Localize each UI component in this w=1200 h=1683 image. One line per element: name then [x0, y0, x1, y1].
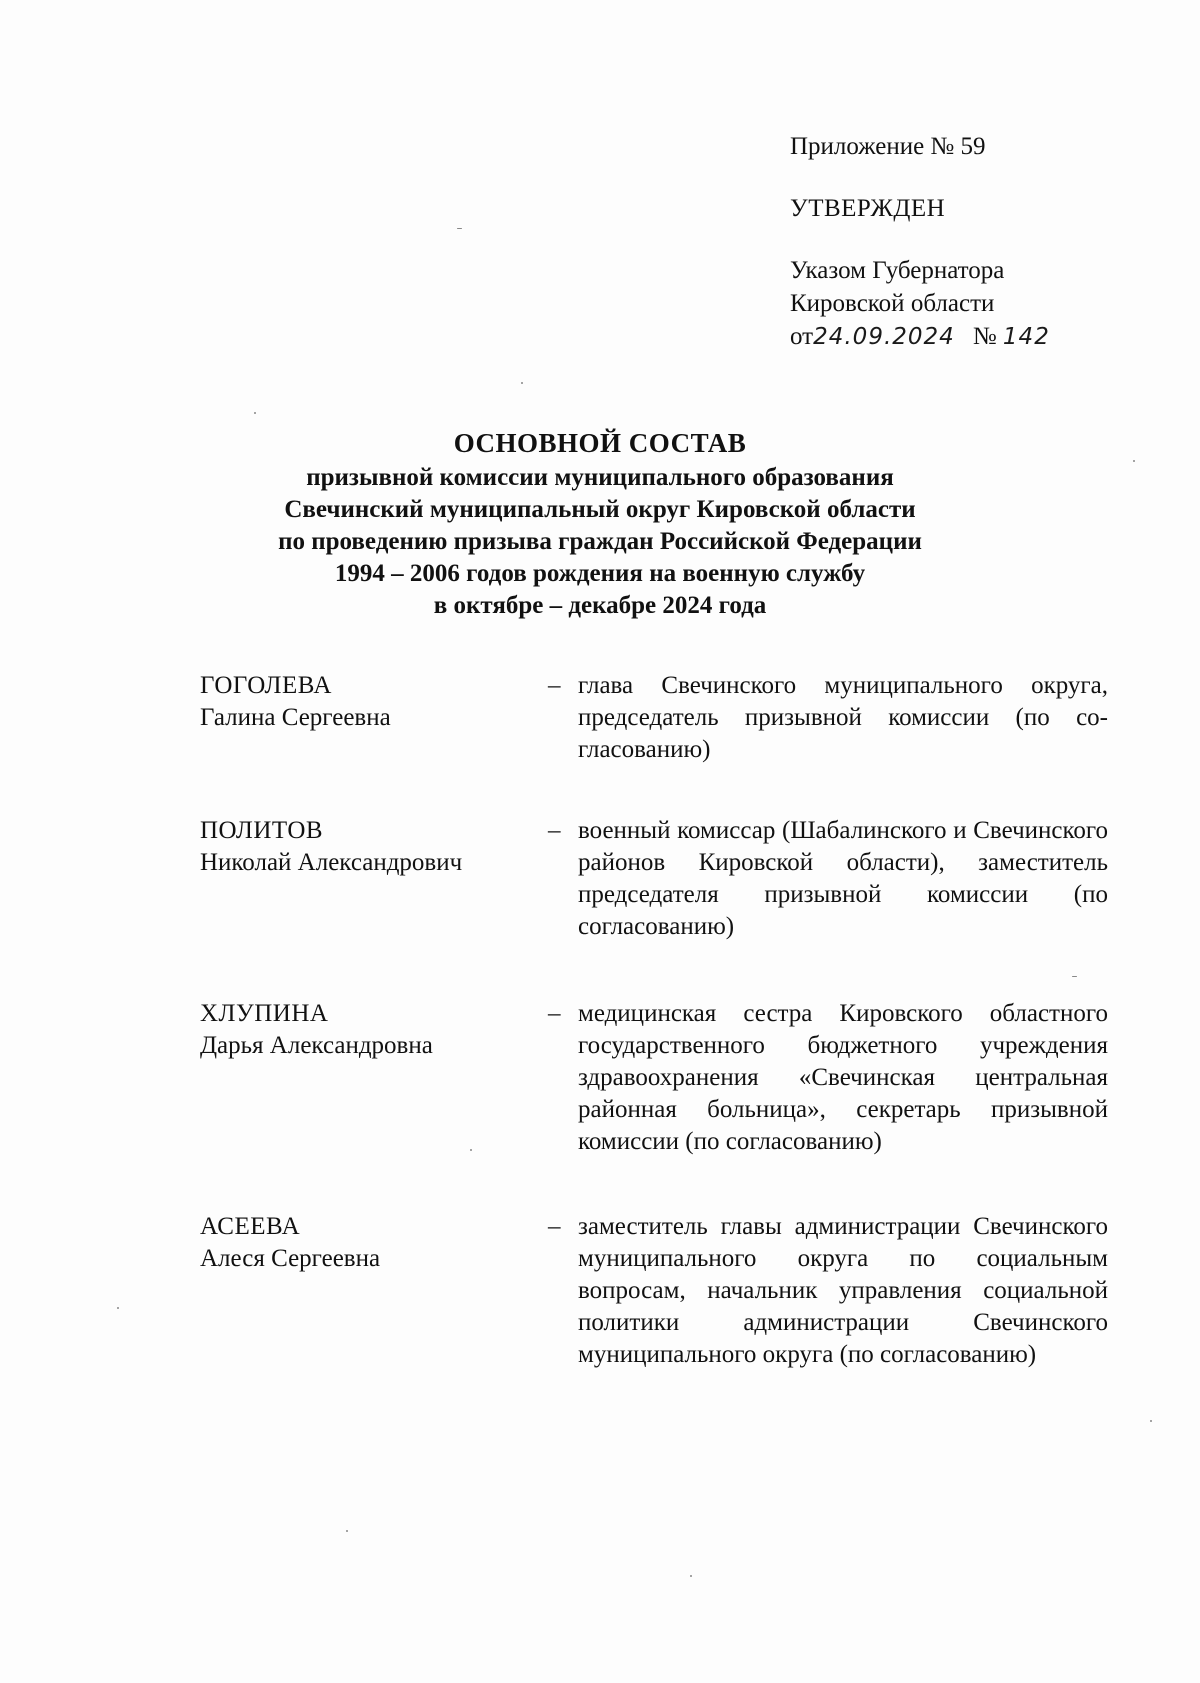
decree-date-line [790, 320, 1150, 354]
title-line: призывной комиссии муниципального образования [306, 464, 894, 491]
member-name [200, 670, 540, 734]
scan-speck [1133, 460, 1135, 462]
approval-block [790, 130, 1150, 354]
title-line: 1994 – 2006 годов рождения на военную службу [334, 560, 866, 587]
date-prefix: от [790, 323, 814, 350]
member-dash: – [548, 817, 561, 844]
member-given-names: Галина Сергеевна [200, 704, 391, 731]
approved-by-line-2: Кировской области [790, 290, 995, 317]
approved-label: УТВЕРЖДЕН [790, 195, 946, 222]
decree-date: 24.09.2024 [813, 324, 955, 350]
title-line: по проведению призыва граждан Российской Федерации [278, 528, 922, 555]
title-main: ОСНОВНОЙ СОСТАВ [453, 428, 747, 458]
scan-speck [1072, 976, 1077, 977]
scan-speck [1150, 1420, 1152, 1422]
scan-speck [117, 1307, 119, 1309]
member-name [200, 815, 540, 879]
title-line: в октябре – декабре 2024 года [433, 592, 767, 619]
member-surname: ГОГОЛЕВА [200, 672, 332, 699]
scan-speck [254, 412, 256, 414]
scan-speck [346, 1530, 348, 1532]
appendix-label: Приложение № 59 [790, 133, 986, 160]
member-dash: – [548, 1000, 561, 1027]
member-dash: – [548, 1213, 561, 1240]
member-name [200, 1211, 540, 1275]
scan-speck [690, 1575, 692, 1577]
member-dash: – [548, 672, 561, 699]
approved-by-line-1: Указом Губернатора [790, 257, 1005, 284]
title-line: Свечинский муниципальный округ Кировской области [284, 496, 916, 523]
member-role: медицинская сестра Кировского областного государственного бюджетного учреждения здравоохранения «Свечинская центральная районная больница», секретарь призывной комиссии (по согласованию) [578, 1000, 1108, 1155]
member-surname: ПОЛИТОВ [200, 817, 324, 844]
member-surname: АСЕЕВА [200, 1213, 301, 1240]
member-given-names: Дарья Александровна [200, 1032, 433, 1059]
member-given-names: Николай Александрович [200, 849, 463, 876]
member-role: военный комиссар (Шабалинского и Свечинского районов Кировской области), заместитель председателя призывной комиссии (по согласованию) [578, 817, 1108, 940]
number-sign: № [972, 323, 997, 350]
decree-number: 142 [1002, 324, 1050, 350]
scan-speck [457, 228, 462, 229]
scan-speck [470, 1149, 472, 1151]
document-title [150, 424, 1050, 622]
scan-speck [521, 382, 523, 384]
member-surname: ХЛУПИНА [200, 1000, 329, 1027]
member-given-names: Алеся Сергеевна [200, 1245, 381, 1272]
member-role: глава Свечинского муниципального округа, председатель призывной комиссии (по согласованию) [578, 672, 1108, 763]
member-name [200, 998, 540, 1062]
member-role: заместитель главы администрации Свечинского муниципального округа по социальным вопросам, начальник управления социальной политики администрации Свечинского муниципального округа (по согласованию) [578, 1213, 1108, 1368]
